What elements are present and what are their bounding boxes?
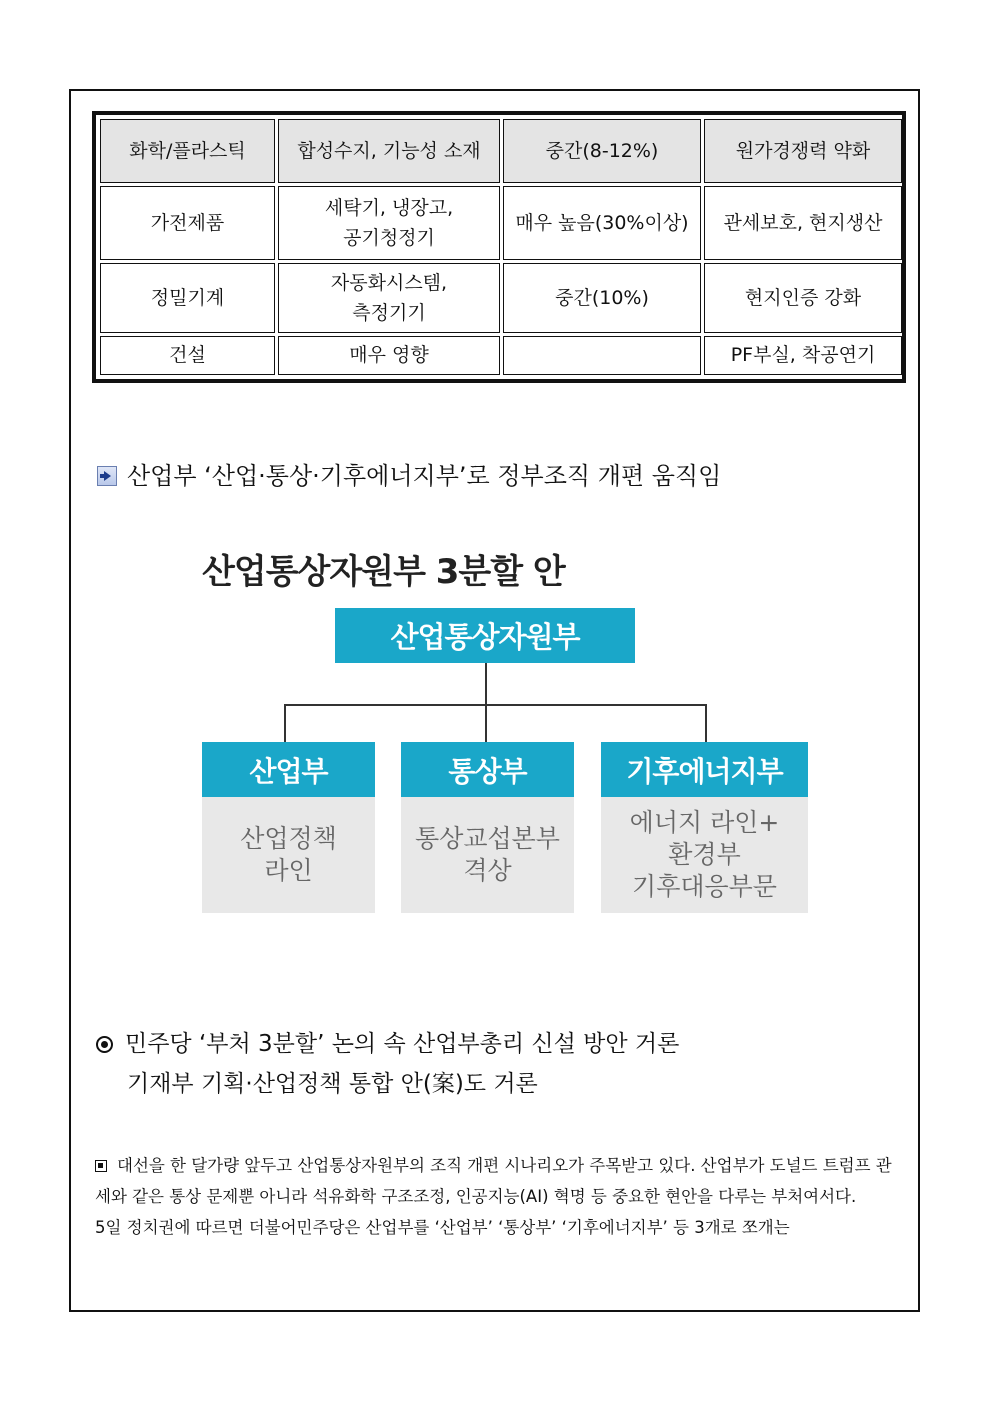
table-cell: 자동화시스템, 측정기기 <box>278 263 500 333</box>
table-cell: 현지인증 강화 <box>704 263 902 333</box>
org-child-head: 통상부 <box>401 742 574 797</box>
org-child-body-line: 에너지 라인+ <box>629 808 780 837</box>
org-child-body-line: 통상교섭본부 <box>415 824 560 853</box>
table-cell: 중간(8-12%) <box>503 119 701 183</box>
org-child-body <box>601 797 808 913</box>
square-bullet-icon <box>95 1160 107 1172</box>
table-cell: 건설 <box>100 336 275 375</box>
org-root-box: 산업통상자원부 <box>335 608 635 663</box>
org-child-head: 산업부 <box>202 742 375 797</box>
headline-line-2: 기재부 기획·산업정책 통합 안(案)도 거론 <box>127 1071 538 1097</box>
connector-line <box>284 704 706 706</box>
table-row <box>100 186 902 260</box>
org-child-head: 기후에너지부 <box>601 742 808 797</box>
industry-impact-table <box>92 111 906 383</box>
connector-line <box>485 663 487 705</box>
connector-line <box>485 704 487 742</box>
table-row <box>100 119 902 183</box>
org-chart-title: 산업통상자원부 3분할 안 <box>202 552 565 592</box>
table-cell: 화학/플라스틱 <box>100 119 275 183</box>
arrow-right-icon <box>97 466 117 486</box>
connector-line <box>284 704 286 742</box>
org-child-body-line: 기후대응부문 <box>632 872 777 901</box>
section-heading <box>97 460 721 492</box>
table-cell: 가전제품 <box>100 186 275 260</box>
org-child-body <box>202 797 375 913</box>
org-child-trade <box>401 742 574 913</box>
table-cell: 정밀기계 <box>100 263 275 333</box>
table-cell: 매우 영향 <box>278 336 500 375</box>
headline-line-1: 민주당 ‘부처 3분할’ 논의 속 산업부총리 신설 방안 거론 <box>125 1031 680 1057</box>
org-child-body-line: 환경부 <box>668 840 741 869</box>
paragraph <box>95 1150 905 1212</box>
org-child-industry <box>202 742 375 913</box>
news-headline <box>96 1024 679 1104</box>
table-cell: 관세보호, 현지생산 <box>704 186 902 260</box>
table-cell <box>503 336 701 375</box>
table-cell: 세탁기, 냉장고, 공기청정기 <box>278 186 500 260</box>
table-cell: 원가경쟁력 약화 <box>704 119 902 183</box>
connector-line <box>705 704 707 742</box>
org-child-body-line: 라인 <box>264 856 313 885</box>
table-cell: 중간(10%) <box>503 263 701 333</box>
org-child-climate-energy <box>601 742 808 913</box>
table-row <box>100 263 902 333</box>
table-cell: 매우 높음(30%이상) <box>503 186 701 260</box>
table-row <box>100 336 902 375</box>
org-chart <box>195 540 815 930</box>
paragraph: 5일 정치권에 따르면 더불어민주당은 산업부를 ‘산업부’ ‘통상부’ ‘기후에너지부’ 등 3개로 쪼개는 <box>95 1218 790 1237</box>
org-child-body-line: 산업정책 <box>240 824 337 853</box>
paragraph-text: 대선을 한 달가량 앞두고 산업통상자원부의 조직 개편 시나리오가 주목받고 있다. 산업부가 도널드 트럼프 관세와 같은 통상 문제뿐 아니라 석유화학 구조조정, 인공지능(AI) 혁명 등 중요한 현안을 다루는 부처여서다. <box>95 1156 892 1206</box>
org-child-body-line: 격상 <box>463 856 512 885</box>
table-cell: PF부실, 착공연기 <box>704 336 902 375</box>
org-child-body <box>401 797 574 913</box>
article-body <box>95 1150 905 1243</box>
section-heading-text: 산업부 ‘산업·통상·기후에너지부’로 정부조직 개편 움직임 <box>127 462 722 490</box>
radio-bullet-icon <box>96 1036 113 1053</box>
table-cell: 합성수지, 기능성 소재 <box>278 119 500 183</box>
